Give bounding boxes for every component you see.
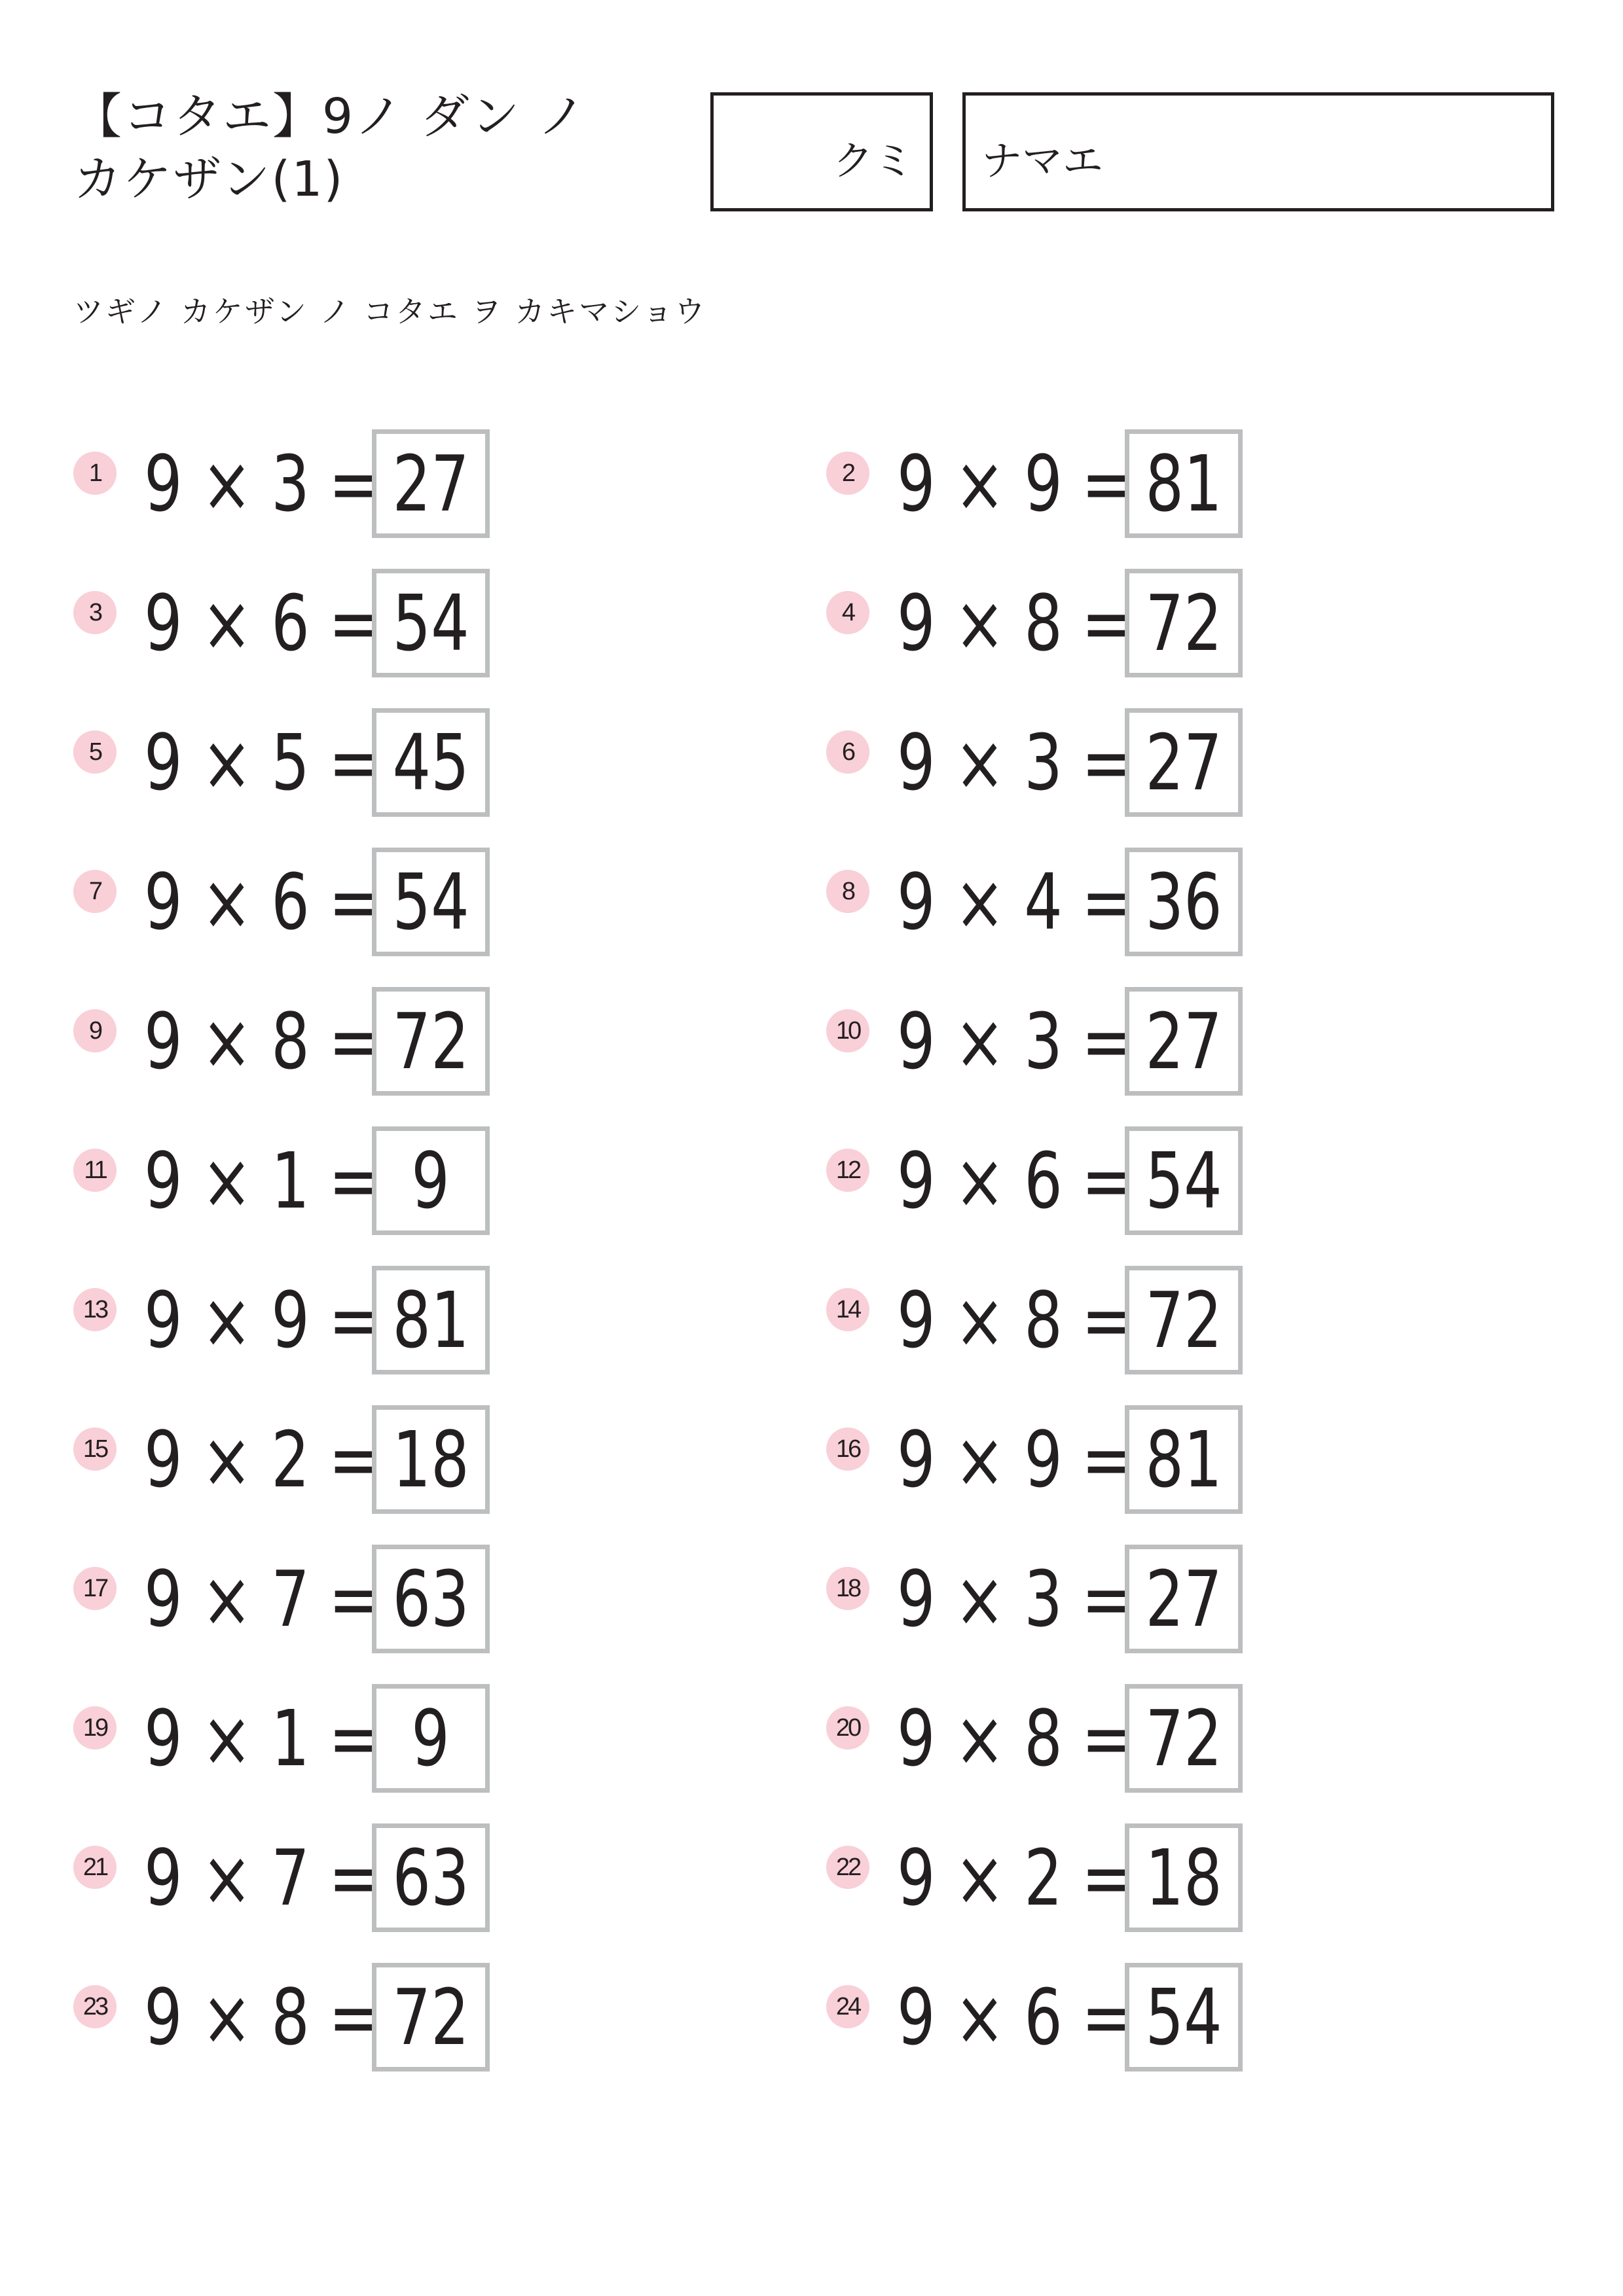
answer-value: 9 xyxy=(411,1136,450,1226)
problem-expression: 9 × 6 = xyxy=(144,578,380,668)
answer-value: 72 xyxy=(1145,1275,1222,1365)
answer-box[interactable] xyxy=(1125,1545,1243,1653)
problem-expression: 9 × 6 = xyxy=(144,857,380,947)
name-field[interactable] xyxy=(962,92,1554,211)
problem-expression: 9 × 8 = xyxy=(144,996,380,1086)
answer-value: 81 xyxy=(392,1275,469,1365)
answer-box[interactable] xyxy=(372,1963,490,2072)
worksheet-title: 【コタエ】9ノ ダン ノ カケザン(1) xyxy=(73,88,587,207)
problem-expression: 9 × 8 = xyxy=(144,1972,380,2062)
class-label: クミ xyxy=(832,137,914,185)
problem-expression: 9 × 2 = xyxy=(897,1833,1133,1923)
answer-value: 54 xyxy=(1145,1136,1222,1226)
answer-box[interactable] xyxy=(1125,1126,1243,1235)
answer-value: 9 xyxy=(411,1693,450,1784)
answer-box[interactable] xyxy=(372,1266,490,1374)
answer-value: 63 xyxy=(392,1833,469,1923)
problem-item xyxy=(826,1126,1415,1235)
problem-expression: 9 × 3 = xyxy=(897,996,1133,1086)
answer-value: 36 xyxy=(1145,857,1222,947)
answer-box[interactable] xyxy=(1125,1405,1243,1514)
problem-number-badge: 11 xyxy=(73,1149,117,1192)
class-field[interactable] xyxy=(710,92,933,211)
problem-item xyxy=(826,848,1415,956)
answer-value: 81 xyxy=(1145,1414,1222,1505)
answer-box[interactable] xyxy=(372,708,490,817)
problem-number-badge: 5 xyxy=(73,730,117,774)
answer-value: 54 xyxy=(392,578,469,668)
answer-box[interactable] xyxy=(1125,569,1243,677)
answer-value: 27 xyxy=(1145,996,1222,1086)
problem-number-badge: 19 xyxy=(73,1706,117,1749)
answer-value: 27 xyxy=(1145,1554,1222,1644)
name-label: ナマエ xyxy=(981,137,1104,185)
problem-item xyxy=(73,1266,663,1374)
problem-expression: 9 × 1 = xyxy=(144,1693,380,1784)
problem-number-badge: 20 xyxy=(826,1706,869,1749)
problem-number-badge: 9 xyxy=(73,1009,117,1052)
problem-item xyxy=(826,708,1415,817)
problem-expression: 9 × 6 = xyxy=(897,1136,1133,1226)
answer-box[interactable] xyxy=(1125,429,1243,538)
answer-box[interactable] xyxy=(1125,1684,1243,1793)
problem-item xyxy=(73,1405,663,1514)
problem-item xyxy=(826,1963,1415,2072)
problem-number-badge: 10 xyxy=(826,1009,869,1052)
answer-box[interactable] xyxy=(372,1126,490,1235)
problem-expression: 9 × 3 = xyxy=(144,439,380,529)
answer-box[interactable] xyxy=(1125,708,1243,817)
answer-value: 18 xyxy=(392,1414,469,1505)
problem-number-badge: 22 xyxy=(826,1846,869,1889)
problem-item xyxy=(73,1684,663,1793)
problem-item xyxy=(826,429,1415,538)
answer-box[interactable] xyxy=(372,987,490,1096)
problem-number-badge: 23 xyxy=(73,1985,117,2028)
problem-expression: 9 × 6 = xyxy=(897,1972,1133,2062)
problem-expression: 9 × 3 = xyxy=(897,717,1133,808)
problem-number-badge: 1 xyxy=(73,452,117,495)
answer-box[interactable] xyxy=(1125,1963,1243,2072)
problem-expression: 9 × 1 = xyxy=(144,1136,380,1226)
answer-box[interactable] xyxy=(1125,1266,1243,1374)
answer-value: 72 xyxy=(1145,1693,1222,1784)
answer-box[interactable] xyxy=(372,1823,490,1932)
answer-box[interactable] xyxy=(1125,987,1243,1096)
problem-item xyxy=(826,1684,1415,1793)
problem-number-badge: 2 xyxy=(826,452,869,495)
instruction-text: ツギノ カケザン ノ コタエ ヲ カキマショウ xyxy=(73,294,707,329)
problem-number-badge: 12 xyxy=(826,1149,869,1192)
answer-value: 72 xyxy=(392,1972,469,2062)
problem-item xyxy=(73,1963,663,2072)
problem-number-badge: 16 xyxy=(826,1427,869,1471)
problem-item xyxy=(826,1266,1415,1374)
problem-item xyxy=(826,569,1415,677)
problem-number-badge: 18 xyxy=(826,1567,869,1610)
answer-value: 72 xyxy=(392,996,469,1086)
problem-item xyxy=(73,848,663,956)
answer-value: 72 xyxy=(1145,578,1222,668)
answer-box[interactable] xyxy=(372,569,490,677)
problem-expression: 9 × 8 = xyxy=(897,578,1133,668)
answer-box[interactable] xyxy=(372,1545,490,1653)
problem-number-badge: 21 xyxy=(73,1846,117,1889)
answer-box[interactable] xyxy=(372,848,490,956)
problem-item xyxy=(73,708,663,817)
answer-box[interactable] xyxy=(1125,1823,1243,1932)
problem-expression: 9 × 8 = xyxy=(897,1693,1133,1784)
problem-number-badge: 15 xyxy=(73,1427,117,1471)
problem-expression: 9 × 2 = xyxy=(144,1414,380,1505)
problem-expression: 9 × 9 = xyxy=(897,1414,1133,1505)
problem-item xyxy=(73,987,663,1096)
problem-expression: 9 × 3 = xyxy=(897,1554,1133,1644)
problem-expression: 9 × 5 = xyxy=(144,717,380,808)
answer-value: 18 xyxy=(1145,1833,1222,1923)
problem-item xyxy=(73,1823,663,1932)
problem-expression: 9 × 8 = xyxy=(897,1275,1133,1365)
problem-item xyxy=(826,1545,1415,1653)
answer-value: 27 xyxy=(1145,717,1222,808)
problem-number-badge: 3 xyxy=(73,591,117,634)
problem-item xyxy=(73,569,663,677)
answer-box[interactable] xyxy=(372,1684,490,1793)
problem-number-badge: 7 xyxy=(73,870,117,913)
problem-expression: 9 × 4 = xyxy=(897,857,1133,947)
problem-number-badge: 17 xyxy=(73,1567,117,1610)
answer-box[interactable] xyxy=(1125,848,1243,956)
problem-item xyxy=(826,1823,1415,1932)
answer-value: 54 xyxy=(392,857,469,947)
answer-box[interactable] xyxy=(372,1405,490,1514)
problem-item xyxy=(73,1126,663,1235)
answer-value: 45 xyxy=(392,717,469,808)
answer-box[interactable] xyxy=(372,429,490,538)
answer-value: 81 xyxy=(1145,439,1222,529)
problem-expression: 9 × 7 = xyxy=(144,1833,380,1923)
problem-number-badge: 13 xyxy=(73,1288,117,1331)
problem-number-badge: 6 xyxy=(826,730,869,774)
problem-number-badge: 24 xyxy=(826,1985,869,2028)
answer-value: 27 xyxy=(392,439,469,529)
problem-item xyxy=(826,987,1415,1096)
problem-expression: 9 × 9 = xyxy=(897,439,1133,529)
answer-value: 63 xyxy=(392,1554,469,1644)
problem-expression: 9 × 9 = xyxy=(144,1275,380,1365)
problem-number-badge: 14 xyxy=(826,1288,869,1331)
problem-number-badge: 8 xyxy=(826,870,869,913)
problem-item xyxy=(73,429,663,538)
answer-value: 54 xyxy=(1145,1972,1222,2062)
problem-item xyxy=(826,1405,1415,1514)
problem-expression: 9 × 7 = xyxy=(144,1554,380,1644)
problem-item xyxy=(73,1545,663,1653)
problem-number-badge: 4 xyxy=(826,591,869,634)
